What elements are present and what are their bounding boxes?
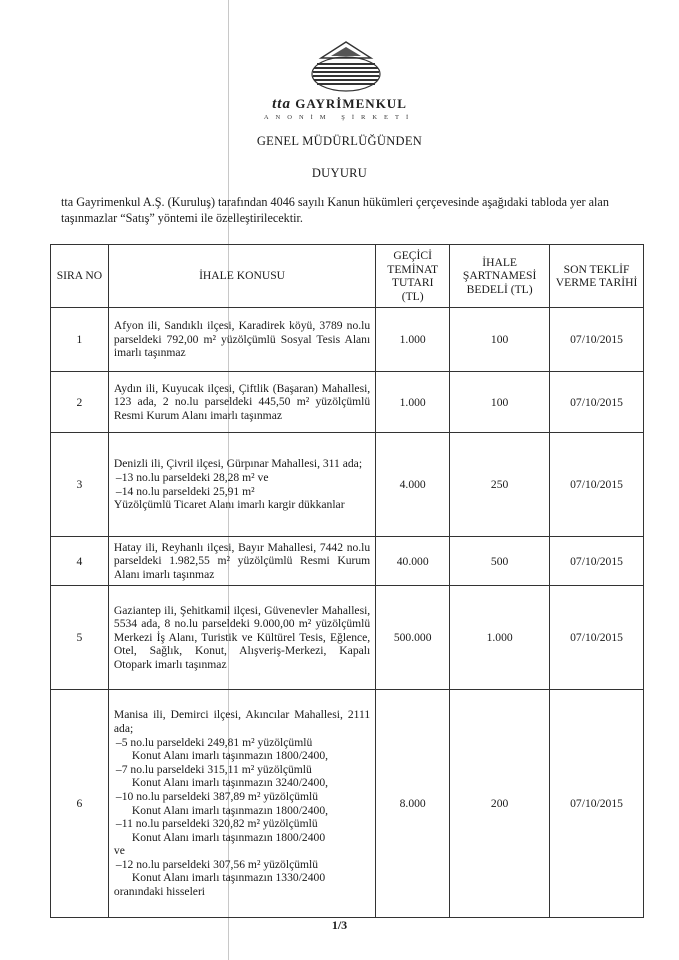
row-sartname: 500 [450,537,550,586]
intro-paragraph: tta Gayrimenkul A.Ş. (Kuruluş) tarafından 4046 sayılı Kanun hükümleri çerçevesinde aşağıdaki tabloda yer alan taşınmazlar “Satış” yöntemi ile özelleştirilecektir. [61,195,609,225]
konu-line: Aydın ili, Kuyucak ilçesi, Çiftlik (Başaran) Mahallesi, 123 ada, 2 no.lu parseldeki 445,50 m² yüzölçümlü Resmi Kurum Alanı imarlı taşınmaz [113,381,371,422]
table-header-row [51,245,644,308]
row-tarih: 07/10/2015 [550,586,644,690]
company-subtitle: ANONİM ŞİRKETİ [263,114,416,121]
table-row [51,433,644,537]
row-sartname: 200 [450,690,550,918]
row-sartname: 100 [450,308,550,372]
konu-line: Konut Alanı imarlı taşınmazın 1330/2400 [131,871,326,885]
header-tarih: SON TEKLİF VERME TARİHİ [550,245,644,308]
konu-line: Konut Alanı imarlı taşınmazın 3240/2400, [131,776,329,790]
row-sartname: 1.000 [450,586,550,690]
row-konu [108,586,375,690]
konu-line: Yüzölçümlü Ticaret Alanı imarlı kargir dükkanlar [113,498,345,512]
table-row [51,537,644,586]
row-no: 5 [51,586,109,690]
konu-line: –5 no.lu parseldeki 249,81 m² yüzölçümlü [115,735,313,749]
konu-line: –12 no.lu parseldeki 307,56 m² yüzölçümlü [115,857,319,871]
table-row [51,586,644,690]
row-no: 6 [51,690,109,918]
directorate-heading: GENEL MÜDÜRLÜĞÜNDEN [256,134,423,148]
row-no: 2 [51,372,109,433]
row-teminat: 4.000 [376,433,450,537]
table-row [51,690,644,918]
row-konu [108,537,375,586]
konu-line: Hatay ili, Reyhanlı ilçesi, Bayır Mahallesi, 7442 no.lu parseldeki 1.982,55 m² yüzölçümlü Resmi Kurum Alanı imarlı taşınmaz [113,540,371,581]
table-body [51,308,644,918]
row-konu [108,433,375,537]
table-row [51,372,644,433]
company-main: GAYRİMENKUL [295,96,407,111]
konu-line: Afyon ili, Sandıklı ilçesi, Karadirek köyü, 3789 no.lu parseldeki 792,00 m² yüzölçümlü Sosyal Tesis Alanı imarlı taşınmaz [113,319,371,360]
row-konu [108,690,375,918]
row-tarih: 07/10/2015 [550,690,644,918]
row-tarih: 07/10/2015 [550,308,644,372]
company-name [0,96,679,113]
tender-table [50,244,644,918]
row-teminat: 1.000 [376,372,450,433]
konu-line: ve [113,844,125,858]
konu-line: oranındaki hisseleri [113,885,206,899]
header-sira: SIRA NO [51,245,109,308]
company-logo [301,38,391,98]
row-konu [108,372,375,433]
konu-line: –10 no.lu parseldeki 387,89 m² yüzölçümlü [115,789,319,803]
konu-line: –11 no.lu parseldeki 320,82 m² yüzölçümlü [115,817,318,831]
row-tarih: 07/10/2015 [550,537,644,586]
row-no: 1 [51,308,109,372]
row-teminat: 40.000 [376,537,450,586]
row-no: 4 [51,537,109,586]
konu-line: Gaziantep ili, Şehitkamil ilçesi, Güvenevler Mahallesi, 5534 ada, 8 no.lu parseldeki 9.000,00 m² yüzölçümlü Merkezi İş Alanı, Turistik ve Kültürel Tesis, Eğlence, Otel, Sağlık, Konut, Alışveriş-Merkezi, Kapalı Otopark imarlı taşınmaz [113,603,371,671]
konu-line: –7 no.lu parseldeki 315,11 m² yüzölçümlü [115,762,312,776]
row-teminat: 1.000 [376,308,450,372]
konu-line: –14 no.lu parseldeki 25,91 m² [115,484,255,498]
konu-line: Konut Alanı imarlı taşınmazın 1800/2400 [131,830,326,844]
konu-line: Manisa ili, Demirci ilçesi, Akıncılar Mahallesi, 2111 ada; [113,708,371,735]
row-sartname: 100 [450,372,550,433]
konu-line: –13 no.lu parseldeki 28,28 m² ve [115,470,269,484]
konu-line: Konut Alanı imarlı taşınmazın 1800/2400, [131,803,329,817]
konu-line: Denizli ili, Çivril ilçesi, Gürpınar Mahallesi, 311 ada; [113,457,363,471]
table-row [51,308,644,372]
header-konu: İHALE KONUSU [108,245,375,308]
company-prefix: tta [272,96,291,112]
row-tarih: 07/10/2015 [550,372,644,433]
row-no: 3 [51,433,109,537]
row-tarih: 07/10/2015 [550,433,644,537]
row-sartname: 250 [450,433,550,537]
row-teminat: 500.000 [376,586,450,690]
konu-line: Konut Alanı imarlı taşınmazın 1800/2400, [131,749,329,763]
page-number: 1/3 [331,918,348,932]
page-title: DUYURU [311,166,368,180]
row-teminat: 8.000 [376,690,450,918]
header-teminat: GEÇİCİ TEMİNAT TUTARI (TL) [376,245,450,308]
row-konu [108,308,375,372]
header-sartname: İHALE ŞARTNAMESİ BEDELİ (TL) [450,245,550,308]
